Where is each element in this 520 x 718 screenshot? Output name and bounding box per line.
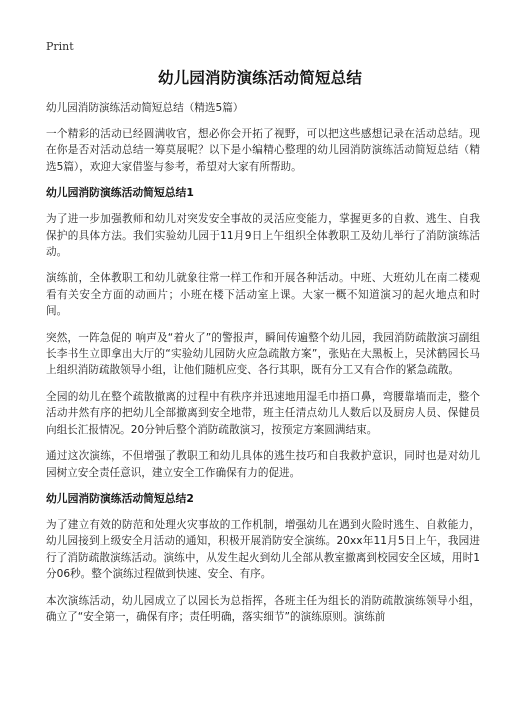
- article-body: [46, 100, 480, 635]
- section2-paragraph-2: 本次演练活动，幼儿园成立了以园长为总指挥，各班主任为组长的消防疏散演练领导小组，确立了“安全第一，确保有序；责任明确，落实细节”的演练原则。演练前: [46, 594, 480, 623]
- section-heading-2: 幼儿园消防演练活动简短总结2: [46, 491, 194, 505]
- intro-paragraph: 一个精彩的活动已经圆满收官，想必你会开拓了视野，可以把这些感想记录在活动总结。现在你是否对活动总结一筹莫展呢？以下是小编精心整理的幼儿园消防演练活动简短总结（精选5篇），欢迎大家借鉴与参考，希望对大家有所帮助。: [46, 128, 480, 173]
- section1-paragraph-1: 为了进一步加强教师和幼儿对突发安全事故的灵活应变能力，掌握更多的自救、逃生、自我保护的具体方法。我们实验幼儿园于11月9日上午组织全体教职工及幼儿举行了消防演练活动。: [46, 213, 480, 259]
- section1-paragraph-2: 演练前，全体教职工和幼儿就象往常一样工作和开展各种活动。中班、大班幼儿在南二楼观看有关安全方面的动画片；小班在楼下活动室上课。大家一概不知道演习的起火地点和时间。: [46, 272, 480, 318]
- section1-paragraph-4: 全园的幼儿在整个疏散撤离的过程中有秩序并迅速地用湿毛巾捂口鼻，弯腰靠墙而走，整个活动井然有序的把幼儿全部撤离到安全地带，班主任清点幼儿人数后以及厨房人员、保健员向组长汇报情况。20分钟后整个消防疏散演习，按预定方案圆满结束。: [46, 390, 480, 436]
- section2-paragraph-1: 为了建立有效的防范和处理火灾事故的工作机制，增强幼儿在遇到火险时逃生、自救能力，幼儿园接到上级安全月活动的通知，积极开展消防安全演练。20xx年11月5日上午，我园进行了消防疏散演练活动。演练中，从发生起火到幼儿全部从教室撤离到校园安全区域，用时1分06秒。整个演练过程做到快速、安全、有序。: [46, 518, 480, 581]
- page-title: 幼儿园消防演练活动简短总结: [157, 69, 363, 87]
- section-heading-1: 幼儿园消防演练活动简短总结1: [46, 186, 194, 200]
- print-link[interactable]: Print: [46, 40, 74, 53]
- section1-paragraph-5: 通过这次演练，不但增强了教职工和幼儿具体的逃生技巧和自我救护意识，同时也是对幼儿园树立安全责任意识，建立安全工作确保有力的促进。: [46, 450, 480, 479]
- article-subtitle: 幼儿园消防演练活动简短总结（精选5篇）: [46, 102, 244, 114]
- section1-paragraph-3: 突然，一阵急促的 响声及“着火了”的警报声，瞬间传遍整个幼儿园，我园消防疏散演习副组长李书生立即拿出大厅的“实验幼儿园防火应急疏散方案”，张贴在大黑板上，吴沭鹤园长马上组织消防疏散领导小组，让他们随机应变、各行其职，既有分工又有合作的紧急疏散。: [46, 331, 480, 377]
